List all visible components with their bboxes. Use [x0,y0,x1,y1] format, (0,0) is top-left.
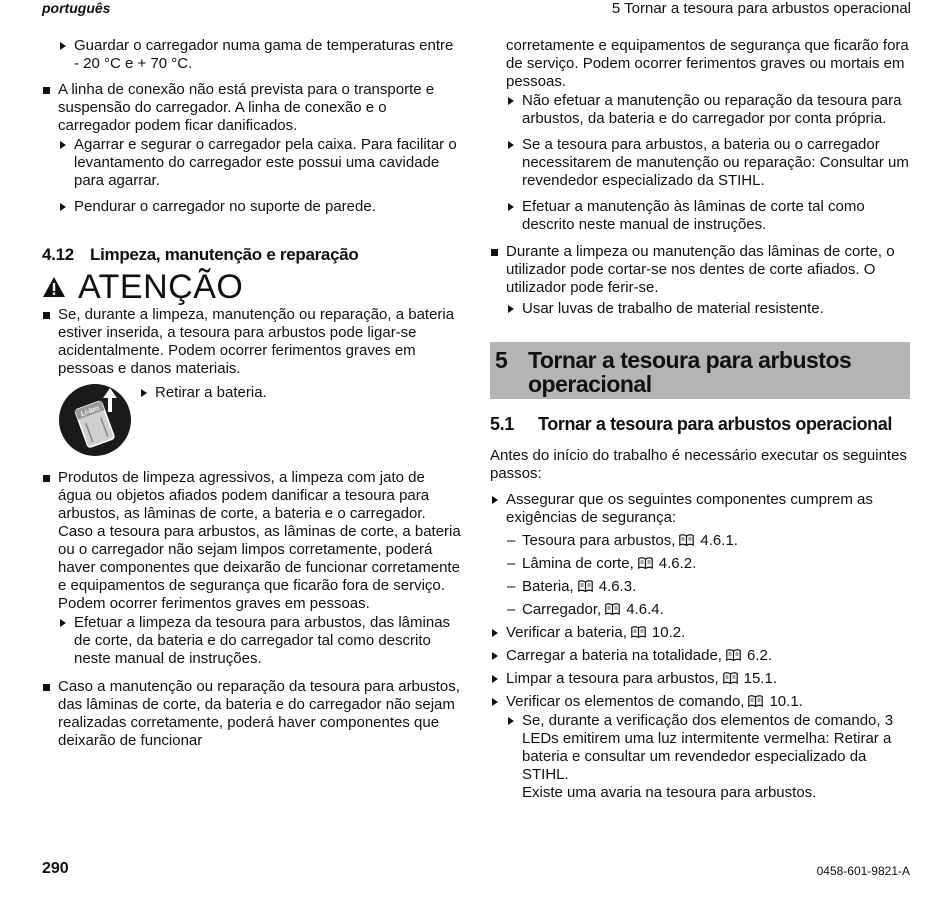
left-column [42,37,462,750]
maintenance-step-2: Se a tesoura para arbustos, a bateria ou o carregador necessitarem de manutenção ou reparação: Consultar um revendedor especializado da STIHL. [506,136,910,190]
warning-icon [42,276,66,298]
step-ref[interactable]: 10.2. [651,624,686,641]
battery-removal-row [58,382,462,457]
intro-text: Antes do início do trabalho é necessário executar os seguintes passos: [490,447,907,482]
maintenance-step-1: Não efetuar a manutenção ou reparação da tesoura para arbustos, da bateria e do carregador por conta própria. [506,92,910,128]
cable-step-2: Pendurar o carregador no suporte de parede. [58,198,462,216]
led-check-note: Existe uma avaria na tesoura para arbustos. [522,784,817,801]
chapter-heading-5 [490,342,910,399]
component-item [506,555,910,573]
battery-removal-icon [58,382,133,457]
section-heading-5-1 [490,415,910,433]
document-code: 0458-601-9821-A [816,864,910,878]
component-list [506,532,910,619]
continuation-text: corretamente e equipamentos de segurança que ficarão fora de serviço. Podem ocorrer ferimentos graves ou mortais em pessoas. [506,37,909,90]
led-check-step: Se, durante a verificação dos elementos de comando, 3 LEDs emitirem uma luz intermitente vermelha: Retirar a bateria e consultar um revendedor especializado da STIHL. [506,712,910,784]
component-text: Bateria, [522,578,574,595]
preparation-steps [506,624,910,711]
component-ref[interactable]: 4.6.4. [626,601,664,618]
manual-reference-icon [679,534,694,546]
right-column [490,37,910,802]
cable-step-1: Agarrar e segurar o carregador pela caixa. Para facilitar o levantamento do carregador este possui uma cavidade para agarrar. [58,136,462,190]
header-language: português [42,0,111,16]
page-number: 290 [42,860,69,877]
gloves-step: Usar luvas de trabalho de material resistente. [506,300,910,318]
manual-reference-icon [578,580,593,592]
cable-bullet: A linha de conexão não está prevista para o transporte e suspensão do carregador. A linha de conexão e o carregador podem ficar danificados. [42,81,462,135]
step-ref[interactable]: 15.1. [743,670,777,687]
step-ref[interactable]: 6.2. [746,647,773,664]
preparation-step [490,670,910,688]
manual-reference-icon [605,603,620,615]
manual-reference-icon [726,649,741,661]
component-text: Carregador, [522,601,602,618]
manual-reference-icon [748,695,763,707]
maintenance-bullet: Caso a manutenção ou reparação da tesoura para arbustos, das lâminas de corte, da bateria e do carregador não sejam realizadas corretamente, poderá haver componentes que deixarão de funcionar [42,678,462,750]
manual-reference-icon [631,626,646,638]
remove-battery-step: Retirar a bateria. [139,384,267,457]
section-number: 4.12 [42,245,74,264]
section-title: Tornar a tesoura para arbustos operacional [538,414,892,434]
step-text: Verificar os elementos de comando, [506,693,745,710]
component-ref[interactable]: 4.6.2. [658,555,697,572]
preparation-step [490,647,910,665]
chapter-title: Tornar a tesoura para arbustos operacional [528,347,852,397]
component-text: Lâmina de corte, [522,555,634,572]
step-text: Limpar a tesoura para arbustos, [506,670,719,687]
header-chapter-title: 5 Tornar a tesoura para arbustos operacional [611,0,911,17]
removal-bullet: Se, durante a limpeza, manutenção ou reparação, a bateria estiver inserida, a tesoura para arbustos pode ligar-se acidentalmente. Podem ocorrer ferimentos graves em pessoas e danos materiais. [42,306,462,378]
preparation-step [490,624,910,642]
chapter-number: 5 [495,347,508,373]
maintenance-step-3: Efetuar a manutenção às lâminas de corte tal como descrito neste manual de instruções. [506,198,910,234]
cleaning-step: Efetuar a limpeza da tesoura para arbustos, das lâminas de corte, da bateria e do carregador tal como descrito neste manual de instruções. [58,614,462,668]
component-ref[interactable]: 4.6.3. [598,578,637,595]
component-text: Tesoura para arbustos, [522,532,676,549]
battery-label: Li-Ion [79,404,101,419]
storage-step: Guardar o carregador numa gama de temperaturas entre - 20 °C e + 70 °C. [58,37,462,73]
manual-reference-icon [723,672,738,684]
section-heading-4-12 [42,246,462,264]
component-item [506,532,910,550]
attention-label: ATENÇÃO [78,268,244,306]
section-number: 5.1 [490,414,514,434]
component-item [506,578,910,596]
attention-heading [42,270,462,304]
preparation-step [490,693,910,711]
step-text: Carregar a bateria na totalidade, [506,647,722,664]
component-ref[interactable]: 4.6.1. [700,532,738,549]
cleaning-bullet: Produtos de limpeza agressivos, a limpeza com jato de água ou objetos afiados podem danificar a tesoura para arbustos, as lâminas de corte, a bateria e o carregador. Caso a tesoura para arbustos, as lâminas de corte, a bateria ou o carregador não sejam limpos corretamente, poderá haver componentes que deixarão de funcionar corretamente e equipamentos de segurança que ficarão fora de serviço. Podem ocorrer ferimentos graves em pessoas. [42,469,462,613]
section-title: Limpeza, manutenção e reparação [90,245,359,264]
step-text: Verificar a bateria, [506,624,627,641]
component-item [506,601,910,619]
manual-reference-icon [638,557,653,569]
blades-bullet: Durante a limpeza ou manutenção das lâminas de corte, o utilizador pode cortar-se nos dentes de corte afiados. O utilizador pode ferir-se. [490,243,910,297]
step-ref[interactable]: 10.1. [769,693,803,710]
safety-check-step: Assegurar que os seguintes componentes cumprem as exigências de segurança: [490,491,910,527]
